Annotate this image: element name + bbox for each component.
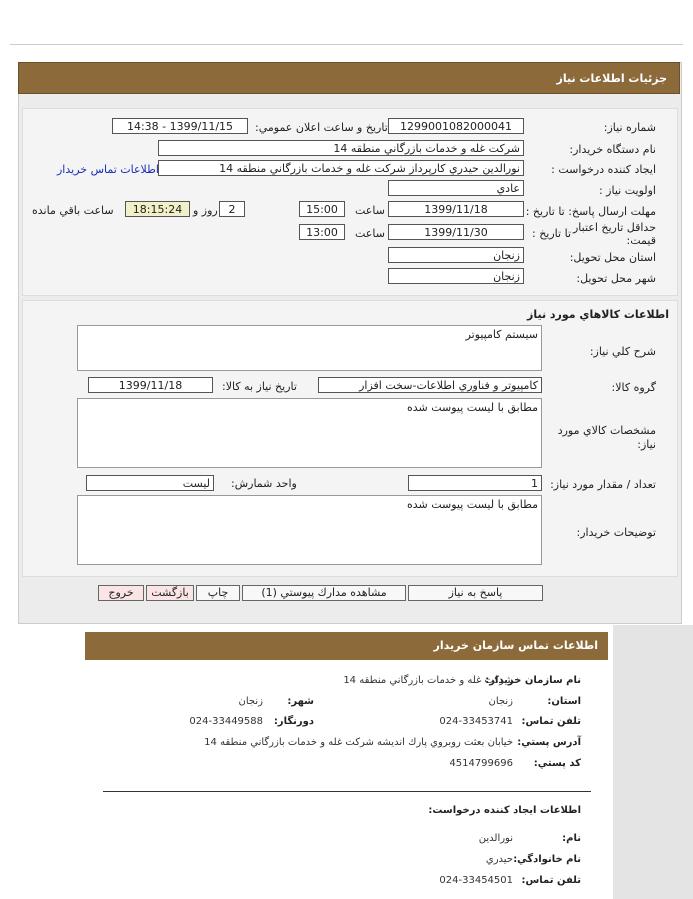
address-value: خيابان بعثت روبروي پارك انديشه شركت غله و خدمات بازرگاني منطقه 14 [204,737,513,748]
province-field: زنجان [388,247,524,263]
days-field: 2 [219,201,245,217]
creator-phone-label: تلفن تماس: [521,875,581,886]
days-label: روز و [193,204,218,217]
group-label: گروه كالا: [611,381,656,394]
validity-label: حداقل تاريخ اعتبار قيمت: [572,221,656,247]
postal-value: 4514799696 [449,758,513,769]
validity-date-field: 1399/11/30 [388,224,524,240]
priority-label: اولويت نياز : [598,184,656,197]
contact-header: اطلاعات تماس سازمان خريدار [85,632,608,660]
unit-label: واحد شمارش: [231,477,297,490]
buyer-contact-link[interactable]: اطلاعات تماس خريدار [57,163,159,176]
validity-time-field: 13:00 [299,224,345,240]
name-label: نام: [562,833,581,844]
back-button[interactable]: بازگشت [146,585,194,601]
buyer-field: شركت غله و خدمات بازرگاني منطقه 14 [158,140,524,156]
goods-title: اطلاعات كالاهاي مورد نياز [527,308,669,321]
divider [10,44,683,45]
phone-label: تلفن تماس: [521,716,581,727]
print-button[interactable]: چاپ [196,585,240,601]
divider [103,791,591,792]
remaining-label: ساعت باقي مانده [32,204,114,217]
family-label: نام خانوادگي: [513,854,581,865]
fax-label: دورنگار: [273,716,314,727]
view-documents-button[interactable]: مشاهده مدارك پيوستي (1) [242,585,406,601]
reply-button[interactable]: پاسخ به نياز [408,585,543,601]
family-value: حيدري [485,854,513,865]
need-details-box [22,108,678,296]
desc-label: شرح كلي نياز: [589,345,656,358]
buyer-label: نام دستگاه خريدار: [569,143,656,156]
qty-label: تعداد / مقدار مورد نياز: [550,478,656,491]
need-number-field: 1299001082000041 [388,118,524,134]
buyer-notes-label: توضيحات خريدار: [576,526,656,539]
province-value-2: زنجان [488,696,513,707]
group-field: كامپيوتر و فناوري اطلاعات-سخت افزار [318,377,542,393]
city-label-2: شهر: [287,696,314,707]
org-value: شركت غله و خدمات بازرگاني منطقه 14 [343,675,513,686]
side-background [613,625,693,899]
need-date-field: 1399/11/18 [88,377,213,393]
time-label: ساعت [355,204,385,217]
phone-value: 024-33453741 [439,716,513,727]
province-label: استان محل تحويل: [569,251,656,264]
spec-field: مطابق با ليست پيوست شده [77,398,542,468]
deadline-time-field: 15:00 [299,201,345,217]
unit-field: ليست [86,475,214,491]
province-label-2: استان: [547,696,581,707]
address-label: آدرس پستي: [517,737,581,748]
qty-field: 1 [408,475,542,491]
announce-field: 1399/11/15 - 14:38 [112,118,248,134]
deadline-label: مهلت ارسال پاسخ: تا تاريخ : [525,205,656,218]
validity-to-label: تا تاريخ : [532,227,571,240]
buyer-notes-field: مطابق با ليست پيوست شده [77,495,542,565]
need-number-label: شماره نياز: [603,121,656,134]
creator-field: نورالدين حيدري كارپرداز شركت غله و خدمات بازرگاني منطقه 14 [158,160,524,176]
remaining-time-field: 18:15:24 [125,201,190,217]
city-value-2: زنجان [238,696,263,707]
org-label: نام سازمان خريدار: [485,675,581,686]
fax-value: 024-33449588 [189,716,263,727]
page-header: جزئيات اطلاعات نياز [18,62,680,94]
name-value: نورالدين [478,833,513,844]
spec-label: مشخصات كالاي مورد نياز: [557,424,656,451]
priority-field: عادي [388,180,524,196]
creator-info-title: اطلاعات ايجاد كننده درخواست: [428,805,581,816]
announce-label: تاريخ و ساعت اعلان عمومي: [255,121,388,134]
creator-phone-value: 024-33454501 [439,875,513,886]
postal-label: كد پستي: [533,758,581,769]
desc-field: سيستم كامپيوتر [77,325,542,371]
exit-button[interactable]: خروج [98,585,144,601]
validity-time-label: ساعت [355,227,385,240]
creator-label: ايجاد كننده درخواست : [551,163,656,176]
deadline-date-field: 1399/11/18 [388,201,524,217]
city-label: شهر محل تحويل: [576,272,656,285]
city-field: زنجان [388,268,524,284]
need-date-label: تاريخ نياز به كالا: [222,380,297,393]
